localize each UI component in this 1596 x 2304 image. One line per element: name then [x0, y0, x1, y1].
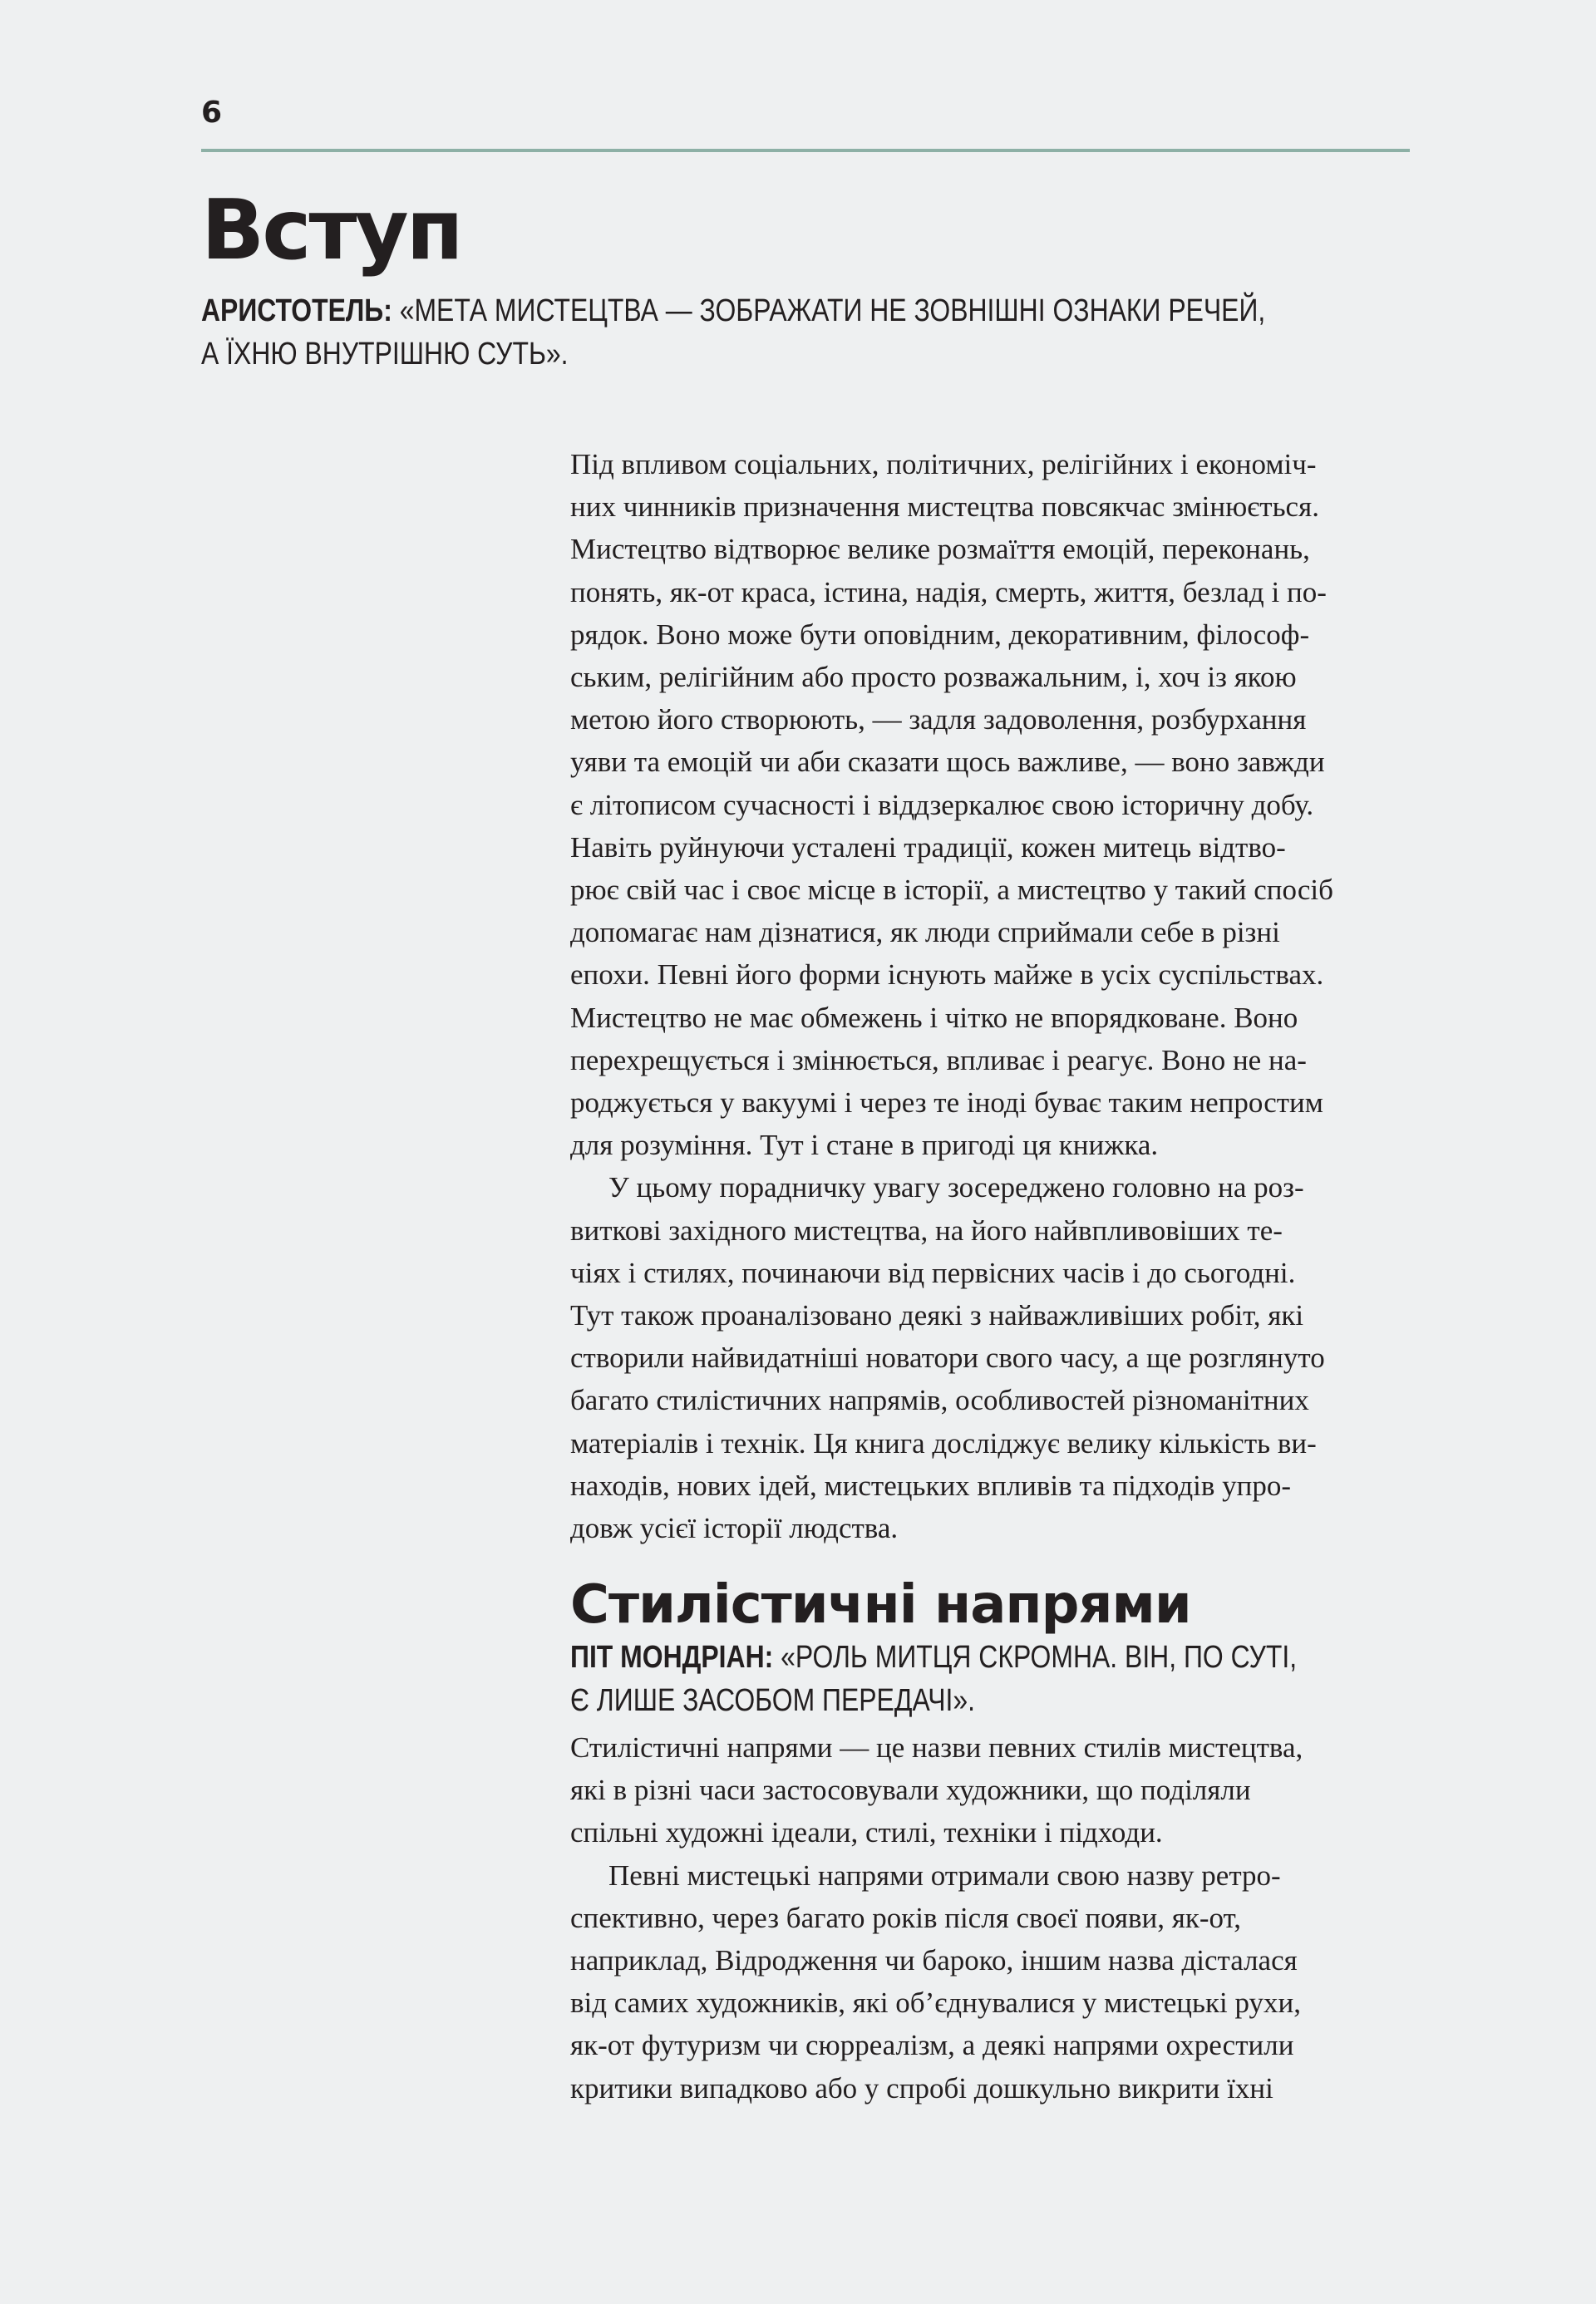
- intro-body-line: для розуміння. Тут і стане в пригоді ця книжка.: [570, 1129, 1159, 1162]
- styles-epigraph-author: ПІТ МОНДРІАН:: [570, 1640, 774, 1675]
- intro-epigraph-author: АРИСТОТЕЛЬ:: [201, 293, 392, 328]
- styles-body-line: наприклад, Відродження чи бароко, іншим назва дісталася: [570, 1944, 1298, 1977]
- intro-body-line: Навіть руйнуючи усталені традиції, кожен митець відтво-: [570, 830, 1286, 864]
- styles-body: [570, 1726, 1410, 2110]
- intro-body-line: Під впливом соціальних, політичних, релігійних і економіч-: [570, 448, 1317, 480]
- styles-epigraph-line-1: [570, 1636, 1297, 1679]
- styles-title: Стилістичні напрями: [570, 1574, 1191, 1636]
- styles-body-line: Стилістичні напрями — це назви певних стилів мистецтва,: [570, 1731, 1303, 1764]
- styles-body-line: спільні художні ідеали, стилі, техніки і підходи.: [570, 1816, 1163, 1849]
- intro-body-line: находів, нових ідей, мистецьких впливів та підходів упро-: [570, 1469, 1292, 1502]
- styles-body-line: критики випадково або у спробі дошкульно викрити їхні: [570, 2071, 1273, 2105]
- intro-body-line: матеріалів і технік. Ця книга досліджує велику кількість ви-: [570, 1426, 1317, 1460]
- page-number: 6: [201, 96, 223, 130]
- intro-body-line: понять, як-от краса, істина, надія, смерть, життя, безлад і по-: [570, 575, 1327, 608]
- intro-body-line: перехрещується і змінюється, впливає і реагує. Воно не на-: [570, 1043, 1307, 1076]
- intro-body-line: рює свій час і своє місце в історії, а мистецтво у такий спосіб: [570, 874, 1333, 907]
- intro-title: Вступ: [201, 181, 461, 278]
- intro-body-line: У цьому порадничку увагу зосереджено головно на роз-: [608, 1171, 1304, 1204]
- intro-body-line: чіях і стилях, починаючи від первісних часів і до сьогодні.: [570, 1256, 1296, 1289]
- styles-body-line: від самих художників, які об’єднувалися у мистецькі рухи,: [570, 1986, 1301, 2020]
- intro-epigraph: [201, 289, 1265, 376]
- intro-body-line: створили найвидатніші новатори свого часу, а ще розглянуто: [570, 1342, 1325, 1375]
- intro-body-line: ським, релігійним або просто розважальним, і, хоч із якою: [570, 661, 1297, 694]
- styles-body-line: спективно, через багато років після своєї появи, як-от,: [570, 1901, 1241, 1934]
- intro-body-line: Мистецтво відтворює велике розмаїття емоцій, переконань,: [570, 533, 1310, 566]
- intro-body-line: уяви та емоцій чи аби сказати щось важливе, — воно завжди: [570, 746, 1325, 779]
- styles-epigraph: [570, 1636, 1297, 1722]
- styles-epigraph-text-2: Є ЛИШЕ ЗАСОБОМ ПЕРЕДАЧІ».: [570, 1683, 976, 1718]
- intro-body-line: роджується у вакуумі і через те іноді буває таким непростим: [570, 1086, 1323, 1120]
- intro-epigraph-text-2: А ЇХНЮ ВНУТРІШНЮ СУТЬ».: [201, 337, 569, 372]
- intro-body-line: довж усієї історії людства.: [570, 1512, 899, 1545]
- intro-body: [570, 443, 1410, 1549]
- intro-body-line: є літописом сучасності і віддзеркалює свою історичну добу.: [570, 788, 1314, 821]
- intro-body-line: допомагає нам дізнатися, як люди сприймали себе в різні: [570, 916, 1280, 949]
- intro-body-line: епохи. Певні його форми існують майже в усіх суспільствах.: [570, 958, 1324, 992]
- intro-epigraph-line-1: [201, 289, 1265, 332]
- intro-body-line: Мистецтво не має обмежень і чітко не впорядковане. Воно: [570, 1001, 1298, 1034]
- intro-body-line: багато стилістичних напрямів, особливостей різноманітних: [570, 1384, 1309, 1417]
- styles-body-line: які в різні часи застосовували художники, що поділяли: [570, 1774, 1251, 1807]
- intro-body-line: метою його створюють, — задля задоволення, розбурхання: [570, 703, 1307, 736]
- intro-body-line: виткові західного мистецтва, на його найвпливовіших те-: [570, 1214, 1283, 1247]
- styles-body-line: Певні мистецькі напрями отримали свою назву ретро-: [608, 1858, 1281, 1892]
- styles-body-line: як-от футуризм чи сюрреалізм, а деякі напрями охрестили: [570, 2029, 1294, 2062]
- header-rule: [201, 149, 1410, 152]
- styles-epigraph-text-1: «РОЛЬ МИТЦЯ СКРОМНА. ВІН, ПО СУТІ,: [781, 1640, 1298, 1675]
- intro-body-line: Тут також проаналізовано деякі з найважливіших робіт, які: [570, 1299, 1304, 1332]
- intro-epigraph-text-1: «МЕТА МИСТЕЦТВА — ЗОБРАЖАТИ НЕ ЗОВНІШНІ ОЗНАКИ РЕЧЕЙ,: [399, 293, 1266, 328]
- intro-body-line: них чинників призначення мистецтва повсякчас змінюється.: [570, 490, 1319, 524]
- intro-body-line: рядок. Воно може бути оповідним, декоративним, філософ-: [570, 618, 1310, 651]
